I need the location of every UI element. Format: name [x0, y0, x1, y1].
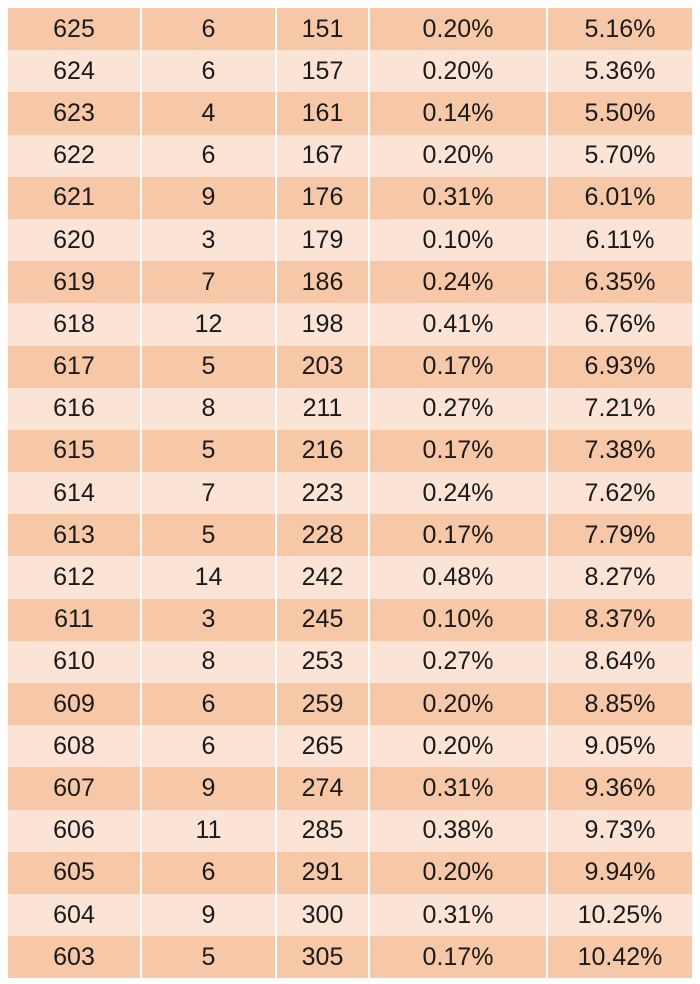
- score-cell: 624: [8, 50, 142, 92]
- table-row: [8, 50, 692, 92]
- cumulative-percent-cell: 7.21%: [548, 388, 692, 430]
- percent-cell: 0.27%: [370, 388, 548, 430]
- percent-cell: 0.24%: [370, 261, 548, 303]
- percent-cell: 0.20%: [370, 8, 548, 50]
- count-cell: 12: [142, 303, 277, 345]
- count-cell: 6: [142, 852, 277, 894]
- percent-cell: 0.31%: [370, 177, 548, 219]
- cumulative-count-cell: 245: [277, 599, 370, 641]
- cumulative-percent-cell: 6.76%: [548, 303, 692, 345]
- percent-cell: 0.20%: [370, 725, 548, 767]
- table-row: [8, 303, 692, 345]
- percent-cell: 0.38%: [370, 810, 548, 852]
- percent-cell: 0.24%: [370, 472, 548, 514]
- percent-cell: 0.20%: [370, 852, 548, 894]
- count-cell: 7: [142, 261, 277, 303]
- cumulative-count-cell: 151: [277, 8, 370, 50]
- percent-cell: 0.20%: [370, 683, 548, 725]
- count-cell: 6: [142, 50, 277, 92]
- table-row: [8, 852, 692, 894]
- cumulative-percent-cell: 6.93%: [548, 346, 692, 388]
- table-row: [8, 430, 692, 472]
- score-cell: 614: [8, 472, 142, 514]
- table-row: [8, 261, 692, 303]
- cumulative-percent-cell: 8.37%: [548, 599, 692, 641]
- cumulative-count-cell: 274: [277, 767, 370, 809]
- table-row: [8, 556, 692, 598]
- count-cell: 6: [142, 8, 277, 50]
- table-row: [8, 92, 692, 134]
- table-row: [8, 177, 692, 219]
- percent-cell: 0.20%: [370, 50, 548, 92]
- count-cell: 3: [142, 599, 277, 641]
- score-cell: 606: [8, 810, 142, 852]
- cumulative-count-cell: 211: [277, 388, 370, 430]
- percent-cell: 0.27%: [370, 641, 548, 683]
- count-cell: 8: [142, 388, 277, 430]
- table-row: [8, 641, 692, 683]
- score-cell: 615: [8, 430, 142, 472]
- table-row: [8, 388, 692, 430]
- cumulative-percent-cell: 8.27%: [548, 556, 692, 598]
- percent-cell: 0.48%: [370, 556, 548, 598]
- cumulative-count-cell: 291: [277, 852, 370, 894]
- cumulative-percent-cell: 8.85%: [548, 683, 692, 725]
- table-row: [8, 810, 692, 852]
- percent-cell: 0.14%: [370, 92, 548, 134]
- score-cell: 609: [8, 683, 142, 725]
- percent-cell: 0.10%: [370, 219, 548, 261]
- cumulative-percent-cell: 9.05%: [548, 725, 692, 767]
- count-cell: 7: [142, 472, 277, 514]
- count-cell: 6: [142, 725, 277, 767]
- score-cell: 621: [8, 177, 142, 219]
- cumulative-percent-cell: 5.70%: [548, 135, 692, 177]
- table-row: [8, 894, 692, 936]
- cumulative-count-cell: 300: [277, 894, 370, 936]
- table-row: [8, 135, 692, 177]
- score-cell: 620: [8, 219, 142, 261]
- score-cell: 612: [8, 556, 142, 598]
- table-row: [8, 514, 692, 556]
- count-cell: 5: [142, 514, 277, 556]
- cumulative-count-cell: 285: [277, 810, 370, 852]
- cumulative-count-cell: 216: [277, 430, 370, 472]
- cumulative-count-cell: 259: [277, 683, 370, 725]
- cumulative-percent-cell: 9.36%: [548, 767, 692, 809]
- score-cell: 617: [8, 346, 142, 388]
- cumulative-percent-cell: 7.38%: [548, 430, 692, 472]
- score-cell: 618: [8, 303, 142, 345]
- score-distribution-table: [8, 8, 692, 978]
- count-cell: 9: [142, 894, 277, 936]
- table-row: [8, 8, 692, 50]
- cumulative-count-cell: 223: [277, 472, 370, 514]
- percent-cell: 0.17%: [370, 346, 548, 388]
- cumulative-percent-cell: 10.25%: [548, 894, 692, 936]
- cumulative-count-cell: 198: [277, 303, 370, 345]
- cumulative-percent-cell: 5.16%: [548, 8, 692, 50]
- cumulative-percent-cell: 7.62%: [548, 472, 692, 514]
- score-cell: 608: [8, 725, 142, 767]
- table-body: [8, 8, 692, 978]
- table-row: [8, 219, 692, 261]
- count-cell: 8: [142, 641, 277, 683]
- score-cell: 622: [8, 135, 142, 177]
- cumulative-count-cell: 157: [277, 50, 370, 92]
- table-row: [8, 725, 692, 767]
- cumulative-percent-cell: 10.42%: [548, 936, 692, 978]
- score-cell: 623: [8, 92, 142, 134]
- count-cell: 5: [142, 936, 277, 978]
- cumulative-count-cell: 228: [277, 514, 370, 556]
- cumulative-count-cell: 179: [277, 219, 370, 261]
- cumulative-count-cell: 242: [277, 556, 370, 598]
- cumulative-percent-cell: 6.01%: [548, 177, 692, 219]
- score-cell: 616: [8, 388, 142, 430]
- count-cell: 6: [142, 683, 277, 725]
- score-cell: 603: [8, 936, 142, 978]
- percent-cell: 0.20%: [370, 135, 548, 177]
- count-cell: 4: [142, 92, 277, 134]
- score-cell: 604: [8, 894, 142, 936]
- cumulative-percent-cell: 9.94%: [548, 852, 692, 894]
- cumulative-count-cell: 176: [277, 177, 370, 219]
- cumulative-percent-cell: 5.50%: [548, 92, 692, 134]
- count-cell: 14: [142, 556, 277, 598]
- percent-cell: 0.41%: [370, 303, 548, 345]
- table-row: [8, 936, 692, 978]
- count-cell: 11: [142, 810, 277, 852]
- table-row: [8, 472, 692, 514]
- cumulative-percent-cell: 5.36%: [548, 50, 692, 92]
- score-cell: 619: [8, 261, 142, 303]
- percent-cell: 0.10%: [370, 599, 548, 641]
- cumulative-count-cell: 253: [277, 641, 370, 683]
- percent-cell: 0.31%: [370, 767, 548, 809]
- count-cell: 9: [142, 767, 277, 809]
- cumulative-percent-cell: 7.79%: [548, 514, 692, 556]
- score-cell: 607: [8, 767, 142, 809]
- count-cell: 6: [142, 135, 277, 177]
- table-row: [8, 346, 692, 388]
- percent-cell: 0.17%: [370, 936, 548, 978]
- table-row: [8, 599, 692, 641]
- cumulative-percent-cell: 6.11%: [548, 219, 692, 261]
- percent-cell: 0.31%: [370, 894, 548, 936]
- score-cell: 611: [8, 599, 142, 641]
- score-cell: 605: [8, 852, 142, 894]
- cumulative-count-cell: 265: [277, 725, 370, 767]
- count-cell: 5: [142, 346, 277, 388]
- cumulative-percent-cell: 6.35%: [548, 261, 692, 303]
- cumulative-count-cell: 305: [277, 936, 370, 978]
- cumulative-count-cell: 167: [277, 135, 370, 177]
- percent-cell: 0.17%: [370, 514, 548, 556]
- count-cell: 9: [142, 177, 277, 219]
- cumulative-count-cell: 161: [277, 92, 370, 134]
- score-cell: 610: [8, 641, 142, 683]
- cumulative-percent-cell: 8.64%: [548, 641, 692, 683]
- cumulative-count-cell: 186: [277, 261, 370, 303]
- table-row: [8, 767, 692, 809]
- score-cell: 613: [8, 514, 142, 556]
- score-cell: 625: [8, 8, 142, 50]
- table-row: [8, 683, 692, 725]
- cumulative-count-cell: 203: [277, 346, 370, 388]
- count-cell: 3: [142, 219, 277, 261]
- percent-cell: 0.17%: [370, 430, 548, 472]
- count-cell: 5: [142, 430, 277, 472]
- cumulative-percent-cell: 9.73%: [548, 810, 692, 852]
